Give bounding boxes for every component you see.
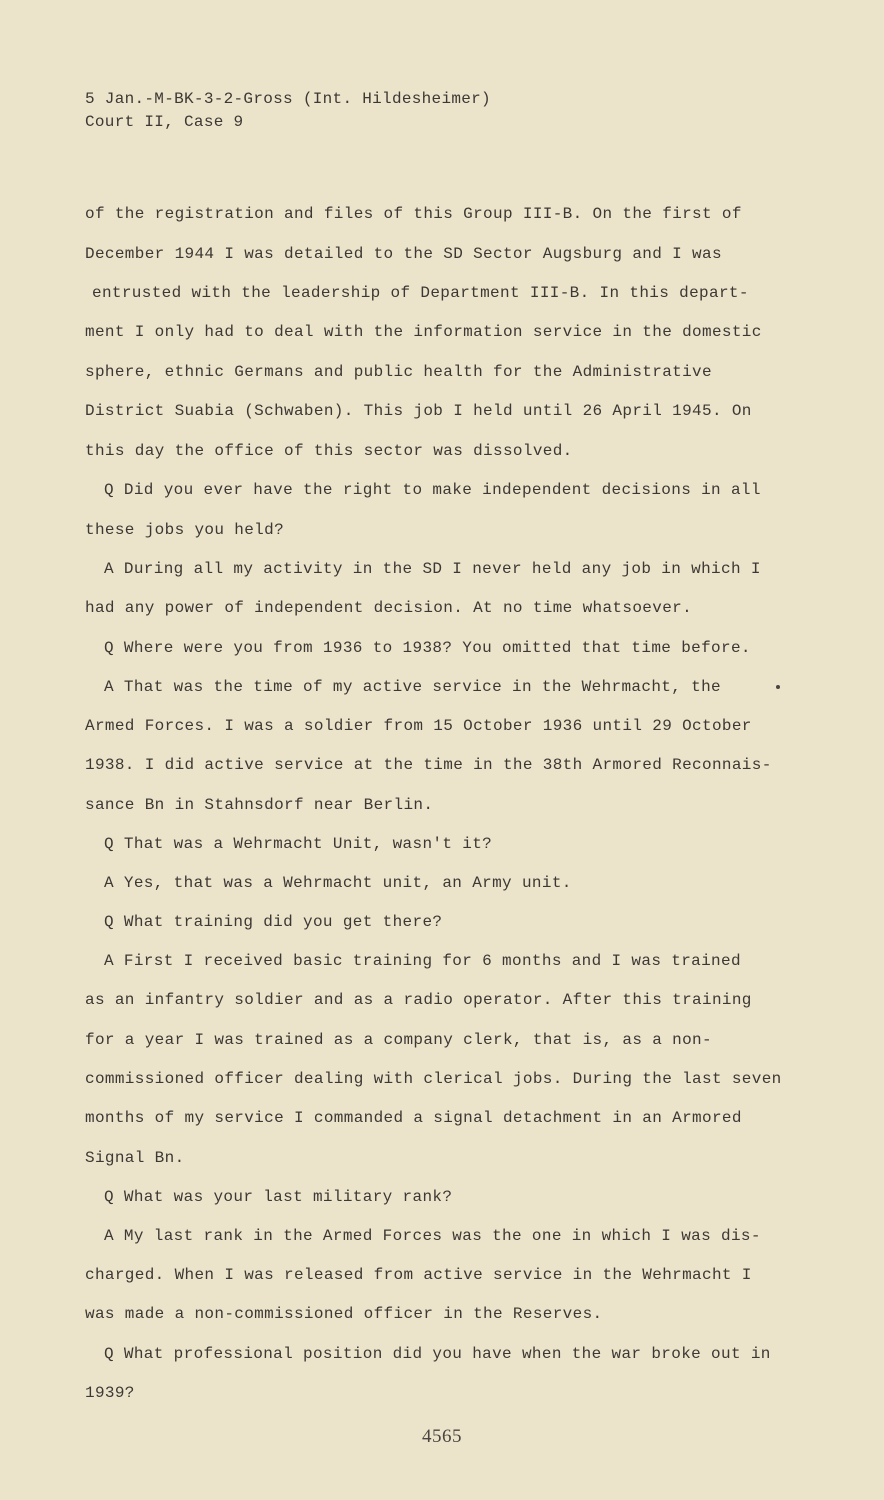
text-line: had any power of independent decision. At no time whatsoever. bbox=[85, 599, 693, 617]
answer-line: A Yes, that was a Wehrmacht unit, an Army unit. bbox=[104, 874, 572, 892]
text-line: entrusted with the leadership of Department III-B. In this depart- bbox=[92, 284, 749, 302]
question-line: Q Where were you from 1936 to 1938? You omitted that time before. bbox=[104, 639, 751, 657]
text-line: these jobs you held? bbox=[85, 521, 285, 539]
text-line: Armed Forces. I was a soldier from 15 October 1936 until 29 October bbox=[85, 717, 752, 735]
text-line: charged. When I was released from active service in the Wehrmacht I bbox=[85, 1266, 752, 1284]
text-line: District Suabia (Schwaben). This job I held until 26 April 1945. On bbox=[85, 402, 752, 420]
text-line: Signal Bn. bbox=[85, 1149, 185, 1167]
text-line: was made a non-commissioned officer in the Reserves. bbox=[85, 1305, 603, 1323]
question-line: Q That was a Wehrmacht Unit, wasn't it? bbox=[104, 835, 493, 853]
answer-line: A My last rank in the Armed Forces was the one in which I was dis- bbox=[104, 1227, 761, 1245]
answer-line: A That was the time of my active service in the Wehrmacht, the bbox=[104, 678, 721, 696]
question-line: Q What was your last military rank? bbox=[104, 1188, 453, 1206]
text-line: ment I only had to deal with the information service in the domestic bbox=[85, 323, 762, 341]
question-line: Q Did you ever have the right to make independent decisions in all bbox=[104, 481, 761, 499]
text-line: as an infantry soldier and as a radio operator. After this training bbox=[85, 991, 752, 1009]
text-line: sphere, ethnic Germans and public health for the Administrative bbox=[85, 363, 712, 381]
answer-line: A First I received basic training for 6 months and I was trained bbox=[104, 952, 741, 970]
answer-line: A During all my activity in the SD I never held any job in which I bbox=[104, 560, 761, 578]
text-line: sance Bn in Stahnsdorf near Berlin. bbox=[85, 796, 434, 814]
text-line: of the registration and files of this Group III-B. On the first of bbox=[85, 205, 742, 223]
text-line: December 1944 I was detailed to the SD Sector Augsburg and I was bbox=[85, 245, 722, 263]
question-line: Q What professional position did you have when the war broke out in bbox=[104, 1345, 771, 1363]
page-number: 4565 bbox=[422, 1426, 462, 1447]
text-line: 1939? bbox=[85, 1384, 135, 1402]
header-court-line: Court II, Case 9 bbox=[85, 113, 244, 131]
text-line: this day the office of this sector was dissolved. bbox=[85, 442, 573, 460]
text-line: for a year I was trained as a company clerk, that is, as a non- bbox=[85, 1031, 712, 1049]
question-line: Q What training did you get there? bbox=[104, 913, 443, 931]
margin-ink-dot bbox=[776, 685, 780, 689]
header-reference-line: 5 Jan.-M-BK-3-2-Gross (Int. Hildesheimer) bbox=[85, 90, 491, 108]
text-line: commissioned officer dealing with clerical jobs. During the last seven bbox=[85, 1070, 782, 1088]
text-line: 1938. I did active service at the time in the 38th Armored Reconnais- bbox=[85, 756, 772, 774]
text-line: months of my service I commanded a signal detachment in an Armored bbox=[85, 1109, 742, 1127]
